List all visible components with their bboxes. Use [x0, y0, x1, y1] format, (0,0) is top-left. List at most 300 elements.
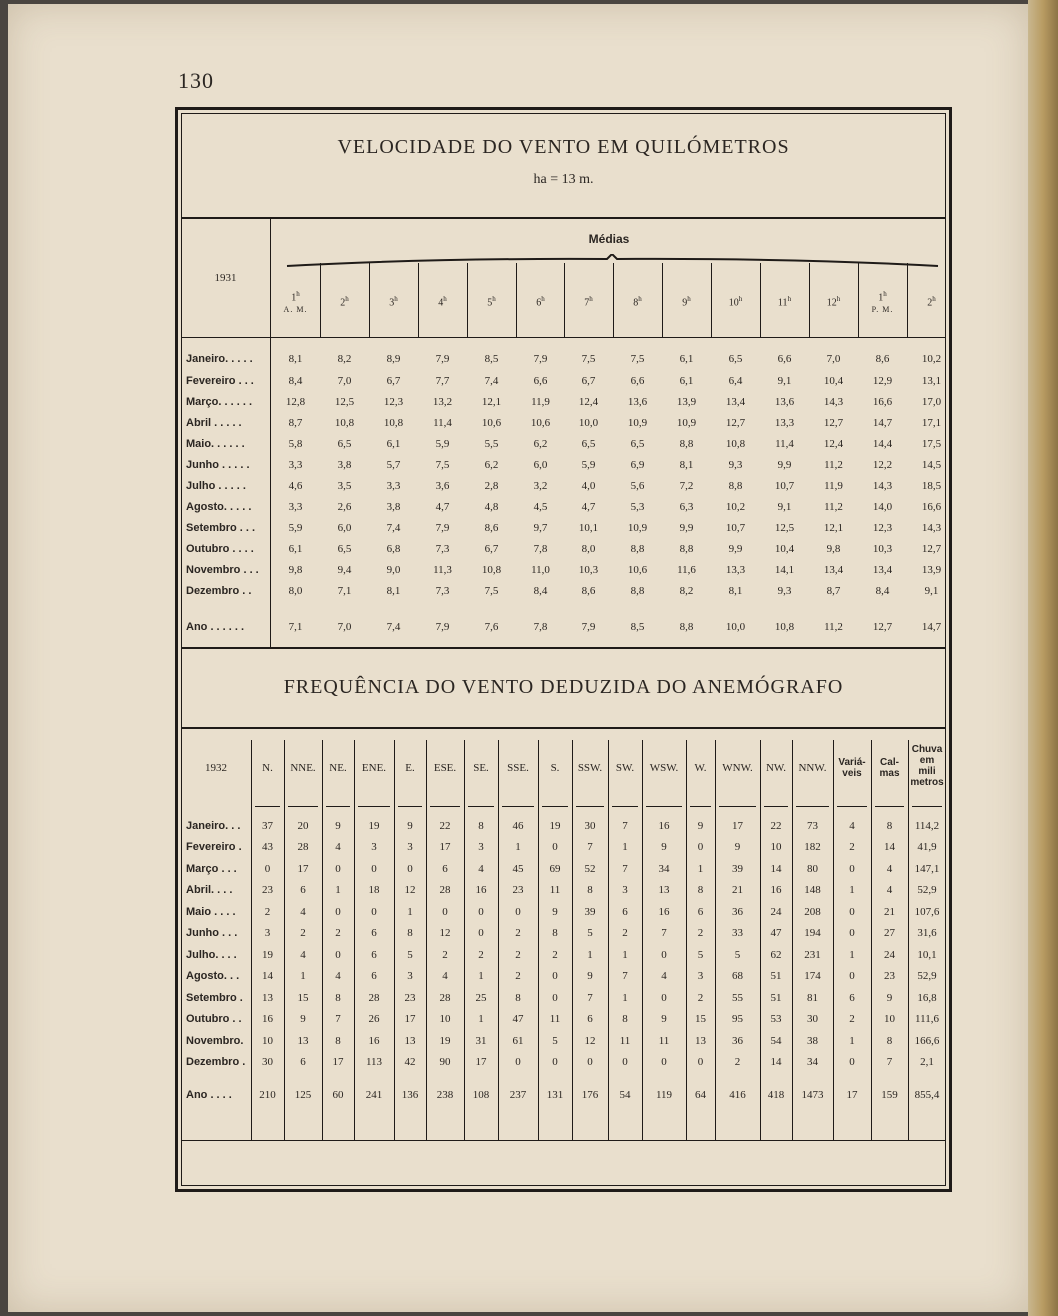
header-underline — [912, 806, 942, 807]
frequencia-value: 1473 — [801, 1089, 824, 1101]
velocidade-value: 7,3 — [435, 543, 450, 555]
frequencia-value: 3 — [264, 927, 271, 939]
frequencia-value: 28 — [297, 841, 309, 853]
frequencia-value: 17 — [846, 1089, 858, 1101]
frequencia-value: 1 — [849, 949, 855, 961]
frequencia-value: 23 — [262, 884, 273, 896]
frequencia-value: 17 — [404, 1013, 416, 1025]
hour-number: 8 — [633, 297, 639, 309]
velocidade-value: 8,0 — [581, 543, 596, 555]
extra-header: Variá- veis — [838, 757, 866, 779]
direction-header: WNW. — [722, 762, 753, 774]
velocidade-value: 8,2 — [337, 353, 352, 365]
frequencia-value: 4 — [300, 949, 306, 961]
velocidade-value: 9,4 — [337, 564, 352, 576]
frequencia-value: 4 — [886, 884, 893, 896]
velocidade-row-label: Fevereiro . . . — [186, 375, 254, 387]
velocidade-value: 4,8 — [484, 501, 499, 513]
frequencia-value: 1 — [849, 1035, 855, 1047]
frequencia-value: 3 — [697, 970, 704, 982]
velocidade-value: 8,9 — [386, 353, 401, 365]
hour-period: P. M. — [871, 305, 894, 315]
frequencia-value: 30 — [807, 1013, 818, 1025]
velocidade-value: 10,7 — [774, 480, 795, 492]
velocidade-value: 9,8 — [288, 564, 303, 576]
velocidade-value: 13,2 — [432, 396, 453, 408]
velocidade-value: 14,5 — [921, 459, 942, 471]
hour-number: 1 — [291, 292, 297, 304]
direction-header: NW. — [765, 762, 787, 774]
velocidade-value: 7,2 — [679, 480, 694, 492]
velocidade-value: 8,6 — [484, 522, 499, 534]
frequencia-value: 9 — [587, 970, 593, 982]
velocidade-value: 9,7 — [533, 522, 548, 534]
header-underline — [468, 806, 494, 807]
frequencia-value: 174 — [804, 970, 821, 982]
frequencia-value: 34 — [807, 1056, 818, 1068]
frequencia-value: 1 — [622, 949, 628, 961]
hour-header — [613, 293, 662, 309]
header-underline — [542, 806, 568, 807]
velocidade-value: 5,9 — [288, 522, 303, 534]
hour-header — [467, 293, 516, 309]
velocidade-value: 8,0 — [288, 585, 303, 597]
hour-number: 2 — [340, 297, 346, 309]
velocidade-value: 8,8 — [728, 480, 743, 492]
frequencia-value: 62 — [770, 949, 782, 961]
frequencia-value: 10 — [439, 1013, 451, 1025]
frequencia-value: 1 — [300, 970, 306, 982]
frequencia-value: 16 — [475, 884, 487, 896]
velocidade-value: 10,8 — [383, 417, 404, 429]
velocidade-value: 8,6 — [875, 353, 890, 365]
velocidade-value: 10,3 — [872, 543, 893, 555]
frequencia-value: 8 — [552, 927, 558, 939]
header-underline — [255, 806, 280, 807]
table2-bottom-rule — [181, 1140, 946, 1141]
velocidade-value: 10,8 — [481, 564, 502, 576]
frequencia-value: 0 — [697, 1056, 704, 1068]
frequencia-value: 5 — [552, 1035, 558, 1047]
frequencia-value: 10 — [884, 1013, 895, 1025]
velocidade-value: 8,1 — [386, 585, 401, 597]
table2-top-rule — [181, 727, 946, 729]
hour-header — [369, 293, 418, 309]
velocidade-value: 6,2 — [484, 459, 499, 471]
frequencia-value: 47 — [770, 927, 782, 939]
frequencia-value: 13 — [404, 1035, 416, 1047]
hour-header — [271, 288, 320, 316]
velocidade-value: 6,2 — [533, 438, 548, 450]
frequencia-value: 9 — [335, 820, 341, 832]
frequencia-row-label: Maio . . . . — [186, 906, 236, 918]
frequencia-value: 8 — [587, 884, 593, 896]
header-underline — [612, 806, 638, 807]
frequencia-value: 7 — [622, 970, 628, 982]
frequencia-value: 0 — [371, 863, 377, 875]
velocidade-row-label: Janeiro. . . . . — [186, 353, 253, 365]
frequencia-value: 30 — [584, 820, 596, 832]
header-underline — [326, 806, 350, 807]
frequencia-value: 1 — [587, 949, 593, 961]
table2-col-separator — [322, 740, 323, 1140]
velocidade-value: 6,0 — [533, 459, 548, 471]
velocidade-value: 8,2 — [679, 585, 694, 597]
velocidade-value: 4,6 — [288, 480, 303, 492]
velocidade-value: 11,2 — [824, 621, 843, 633]
frequencia-row-label: Novembro. — [186, 1035, 244, 1047]
frequencia-value: 47 — [512, 1013, 524, 1025]
table2-col-separator — [284, 740, 285, 1140]
table2-col-separator — [908, 740, 909, 1140]
velocidade-row-label: Setembro . . . — [186, 522, 256, 534]
velocidade-title: VELOCIDADE DO VENTO EM QUILÓMETROS — [337, 136, 790, 158]
frequencia-value: 31 — [475, 1035, 487, 1047]
velocidade-value: 11,6 — [677, 564, 696, 576]
frequencia-value: 176 — [581, 1089, 599, 1101]
frequencia-value: 0 — [515, 1056, 521, 1068]
frequencia-row-label: Junho . . . — [186, 927, 238, 939]
frequencia-value: 0 — [552, 841, 558, 853]
frequencia-value: 3 — [478, 841, 484, 853]
frequencia-value: 855,4 — [914, 1089, 940, 1101]
frequencia-value: 23 — [512, 884, 524, 896]
velocidade-value: 7,4 — [386, 522, 401, 534]
frequencia-value: 39 — [584, 906, 596, 918]
frequencia-value: 2 — [515, 949, 521, 961]
frequencia-value: 2 — [849, 841, 855, 853]
velocidade-value: 9,8 — [826, 543, 841, 555]
velocidade-value: 12,7 — [823, 417, 844, 429]
frequencia-value: 19 — [262, 949, 273, 961]
frequencia-value: 6 — [442, 863, 448, 875]
frequencia-value: 136 — [401, 1089, 419, 1101]
direction-header: SSW. — [577, 762, 603, 774]
direction-header: NNE. — [290, 762, 316, 774]
velocidade-value: 8,5 — [630, 621, 645, 633]
direction-header: S. — [550, 762, 560, 774]
frequencia-value: 0 — [407, 863, 413, 875]
frequencia-value: 13 — [695, 1035, 706, 1047]
frequencia-value: 0 — [335, 863, 341, 875]
frequencia-value: 9 — [661, 841, 667, 853]
frequencia-value: 0 — [552, 992, 558, 1004]
velocidade-value: 10,7 — [725, 522, 746, 534]
frequencia-value: 16 — [658, 906, 670, 918]
hour-suffix: h — [738, 295, 743, 303]
frequencia-value: 4 — [300, 906, 306, 918]
velocidade-value: 6,0 — [337, 522, 352, 534]
frequencia-value: 81 — [807, 992, 818, 1004]
extra-header: Cal- mas — [879, 757, 900, 779]
direction-header: ENE. — [361, 762, 387, 774]
frequencia-value: 42 — [404, 1056, 416, 1068]
table1-bottom-rule — [181, 647, 946, 649]
velocidade-value: 5,3 — [630, 501, 645, 513]
frequencia-value: 18 — [368, 884, 380, 896]
velocidade-row-label: Novembro . . . — [186, 564, 259, 576]
frequencia-value: 36 — [732, 1035, 743, 1047]
frequencia-value: 148 — [804, 884, 821, 896]
velocidade-value: 13,1 — [921, 375, 942, 387]
velocidade-value: 6,6 — [777, 353, 792, 365]
velocidade-value: 3,2 — [533, 480, 548, 492]
frequencia-value: 12 — [404, 884, 416, 896]
frequencia-value: 3 — [622, 884, 628, 896]
velocidade-value: 12,9 — [872, 375, 893, 387]
hour-number: 3 — [389, 297, 395, 309]
frequencia-value: 2 — [849, 1013, 855, 1025]
frequencia-value: 17 — [297, 863, 309, 875]
frequencia-value: 2 — [697, 992, 704, 1004]
velocidade-value: 12,8 — [285, 396, 306, 408]
frequencia-value: 5 — [734, 949, 741, 961]
frequencia-value: 182 — [804, 841, 821, 853]
table2-col-separator — [464, 740, 465, 1140]
velocidade-value: 10,3 — [578, 564, 599, 576]
frequencia-value: 22 — [439, 820, 451, 832]
velocidade-value: 7,0 — [337, 621, 352, 633]
velocidade-value: 7,5 — [484, 585, 499, 597]
velocidade-row-label: Julho . . . . . — [186, 480, 246, 492]
velocidade-value: 18,5 — [921, 480, 942, 492]
frequencia-value: 1 — [407, 906, 413, 918]
frequencia-value: 8 — [886, 820, 893, 832]
hour-number: 12 — [826, 297, 837, 309]
velocidade-value: 7,0 — [826, 353, 841, 365]
velocidade-value: 4,7 — [581, 501, 596, 513]
hour-suffix: h — [932, 295, 936, 303]
frequencia-value: 11 — [549, 1013, 561, 1025]
frequencia-value: 0 — [849, 1056, 855, 1068]
frequencia-value: 2 — [552, 949, 558, 961]
frequencia-value: 1 — [335, 884, 341, 896]
header-underline — [690, 806, 711, 807]
frequencia-value: 0 — [849, 970, 855, 982]
frequencia-value: 147,1 — [914, 863, 940, 875]
header-underline — [764, 806, 788, 807]
frequencia-value: 4 — [478, 863, 484, 875]
frequencia-value: 24 — [884, 949, 895, 961]
frequencia-value: 114,2 — [914, 820, 940, 832]
frequencia-value: 61 — [512, 1035, 524, 1047]
velocidade-value: 7,8 — [533, 621, 548, 633]
velocidade-value: 4,7 — [435, 501, 450, 513]
header-underline — [875, 806, 904, 807]
velocidade-value: 13,9 — [921, 564, 942, 576]
frequencia-value: 6 — [371, 927, 377, 939]
frequencia-row-label: Março . . . — [186, 863, 237, 875]
hour-suffix: h — [492, 295, 496, 303]
velocidade-value: 10,0 — [725, 621, 746, 633]
velocidade-value: 13,6 — [774, 396, 795, 408]
frequencia-row-label: Outubro . . — [186, 1013, 242, 1025]
frequencia-value: 14 — [262, 970, 273, 982]
frequencia-value: 2 — [622, 927, 628, 939]
frequencia-value: 38 — [807, 1035, 818, 1047]
velocidade-value: 6,1 — [386, 438, 401, 450]
frequencia-value: 16 — [368, 1035, 380, 1047]
frequencia-row-label: Agosto. . . — [186, 970, 240, 982]
velocidade-value: 9,9 — [679, 522, 694, 534]
frequencia-value: 0 — [849, 863, 855, 875]
hour-suffix: h — [394, 295, 398, 303]
frequencia-value: 8 — [622, 1013, 628, 1025]
frequencia-value: 11 — [619, 1035, 631, 1047]
frequencia-value: 53 — [770, 1013, 782, 1025]
frequencia-value: 6 — [371, 970, 377, 982]
velocidade-value: 8,4 — [875, 585, 890, 597]
frequencia-value: 1 — [622, 992, 628, 1004]
velocidade-value: 6,3 — [679, 501, 694, 513]
velocidade-value: 7,9 — [581, 621, 596, 633]
velocidade-value: 14,7 — [872, 417, 893, 429]
frequencia-title: FREQUÊNCIA DO VENTO DEDUZIDA DO ANEMÓGRAFO — [283, 676, 844, 698]
frequencia-value: 7 — [622, 863, 628, 875]
velocidade-value: 6,5 — [630, 438, 645, 450]
velocidade-value: 14,3 — [823, 396, 844, 408]
velocidade-value: 11,9 — [824, 480, 843, 492]
frequencia-value: 2 — [478, 949, 484, 961]
frequencia-value: 19 — [439, 1035, 451, 1047]
velocidade-value: 13,4 — [725, 396, 746, 408]
velocidade-value: 6,7 — [581, 375, 596, 387]
frequencia-value: 17 — [732, 820, 743, 832]
frequencia-value: 39 — [732, 863, 743, 875]
velocidade-value: 14,3 — [921, 522, 942, 534]
velocidade-value: 8,8 — [679, 543, 694, 555]
frequencia-value: 9 — [552, 906, 558, 918]
frequencia-value: 131 — [546, 1089, 564, 1101]
frequencia-value: 19 — [549, 820, 561, 832]
velocidade-value: 11,0 — [531, 564, 550, 576]
frequencia-value: 54 — [619, 1089, 631, 1101]
velocidade-value: 13,4 — [872, 564, 893, 576]
frequencia-value: 2 — [442, 949, 448, 961]
hour-number: 6 — [536, 297, 542, 309]
hour-header — [907, 293, 956, 309]
header-underline — [576, 806, 604, 807]
frequencia-value: 14 — [884, 841, 895, 853]
velocidade-value: 10,4 — [774, 543, 795, 555]
velocidade-value: 14,3 — [872, 480, 893, 492]
frequencia-value: 7 — [587, 841, 593, 853]
frequencia-value: 7 — [886, 1056, 893, 1068]
frequencia-value: 159 — [881, 1089, 898, 1101]
frequencia-value: 51 — [770, 970, 782, 982]
hour-number: 4 — [438, 297, 444, 309]
frequencia-value: 4 — [335, 841, 341, 853]
velocidade-value: 7,5 — [435, 459, 450, 471]
frequencia-value: 10 — [262, 1035, 273, 1047]
velocidade-value: 10,9 — [627, 417, 648, 429]
velocidade-value: 3,8 — [386, 501, 401, 513]
frequencia-value: 0 — [697, 841, 704, 853]
velocidade-value: 4,5 — [533, 501, 548, 513]
velocidade-row-label: Junho . . . . . — [186, 459, 250, 471]
hour-number: 9 — [682, 297, 688, 309]
direction-header: NE. — [329, 762, 347, 774]
frequencia-value: 6 — [697, 906, 704, 918]
frequencia-value: 1 — [478, 1013, 484, 1025]
velocidade-value: 6,5 — [337, 543, 352, 555]
velocidade-value: 10,0 — [578, 417, 599, 429]
frequencia-value: 8 — [515, 992, 521, 1004]
velocidade-value: 9,1 — [777, 375, 792, 387]
velocidade-value: 4,0 — [581, 480, 596, 492]
velocidade-subtitle: ha = 13 m. — [533, 172, 594, 187]
velocidade-value: 6,1 — [679, 375, 694, 387]
frequencia-value: 0 — [264, 863, 271, 875]
frequencia-value: 6 — [622, 906, 628, 918]
table1-year: 1931 — [214, 272, 237, 284]
hour-period: A. M. — [283, 305, 308, 315]
frequencia-value: 26 — [368, 1013, 380, 1025]
frequencia-value: 3 — [407, 841, 413, 853]
velocidade-value: 8,1 — [288, 353, 303, 365]
page-number: 130 — [178, 68, 214, 93]
direction-header: WSW. — [649, 762, 679, 774]
velocidade-value: 3,8 — [337, 459, 352, 471]
frequencia-value: 108 — [472, 1089, 490, 1101]
velocidade-value: 12,3 — [383, 396, 404, 408]
frequencia-value: 0 — [661, 949, 667, 961]
frequencia-value: 21 — [884, 906, 895, 918]
hour-suffix: h — [589, 295, 593, 303]
velocidade-value: 7,1 — [337, 585, 352, 597]
frequencia-row-label: Dezembro . — [186, 1056, 246, 1068]
frequencia-value: 14 — [770, 1056, 782, 1068]
header-underline — [288, 806, 318, 807]
frequencia-value: 0 — [587, 1056, 593, 1068]
frequencia-value: 8 — [697, 884, 704, 896]
velocidade-value: 8,7 — [826, 585, 841, 597]
velocidade-value: 11,9 — [531, 396, 550, 408]
frequencia-value: 125 — [294, 1089, 312, 1101]
direction-header: NNW. — [798, 762, 827, 774]
frequencia-value: 418 — [767, 1089, 785, 1101]
velocidade-value: 6,5 — [728, 353, 743, 365]
frequencia-value: 30 — [262, 1056, 273, 1068]
frequencia-value: 241 — [365, 1089, 383, 1101]
direction-header: W. — [694, 762, 707, 774]
frequencia-value: 46 — [512, 820, 524, 832]
velocidade-value: 10,9 — [676, 417, 697, 429]
frequencia-value: 9 — [300, 1013, 306, 1025]
velocidade-value: 6,1 — [288, 543, 303, 555]
frequencia-value: 28 — [439, 884, 451, 896]
velocidade-value: 7,0 — [337, 375, 352, 387]
velocidade-value: 12,2 — [872, 459, 893, 471]
frequencia-row-label: Julho. . . . — [186, 949, 237, 961]
frequencia-value: 64 — [695, 1089, 706, 1101]
header-underline — [398, 806, 422, 807]
frequencia-value: 43 — [262, 841, 273, 853]
frequencia-value: 37 — [262, 820, 273, 832]
frequencia-value: 0 — [622, 1056, 628, 1068]
frequencia-value: 52,9 — [917, 884, 937, 896]
frequencia-row-label: Ano . . . . — [186, 1089, 232, 1101]
frequencia-value: 1 — [478, 970, 484, 982]
velocidade-value: 13,6 — [627, 396, 648, 408]
frequencia-value: 6 — [587, 1013, 593, 1025]
hour-header — [320, 293, 369, 309]
velocidade-value: 3,3 — [288, 501, 303, 513]
table2-col-separator — [538, 740, 539, 1140]
velocidade-value: 13,9 — [676, 396, 697, 408]
frequencia-value: 73 — [807, 820, 818, 832]
frequencia-value: 8 — [478, 820, 484, 832]
